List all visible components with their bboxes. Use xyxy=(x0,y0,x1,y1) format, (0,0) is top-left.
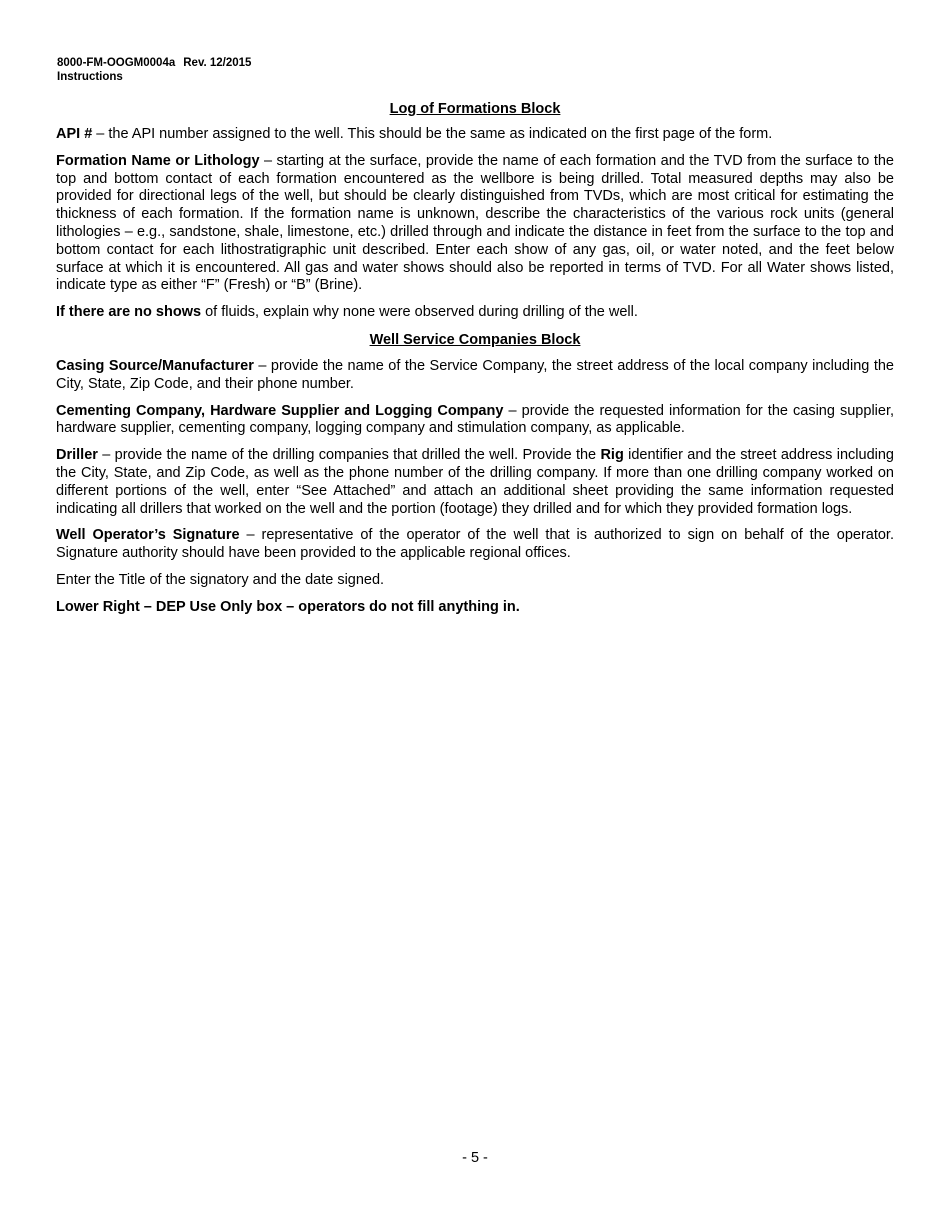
no-shows-text: of fluids, explain why none were observed during drilling of the well. xyxy=(201,304,638,321)
casing-paragraph xyxy=(56,358,894,394)
log-of-formations-heading: Log of Formations Block xyxy=(389,101,561,117)
signature-text: – representative of the operator of the well that is authorized to sign on behalf of the operator. Signature authority should have been provided to the applicable regional offices. xyxy=(56,527,894,562)
driller-paragraph xyxy=(56,447,894,518)
driller-rig-term: Rig xyxy=(600,447,624,464)
form-number: 8000-FM-OOGM0004a xyxy=(57,57,176,69)
form-revision: Rev. 12/2015 xyxy=(183,57,252,69)
casing-text: – provide the name of the Service Company, the street address of the local company including the City, State, Zip Code, and their phone number. xyxy=(56,357,894,392)
page-number: - 5 - xyxy=(462,1150,488,1166)
signature-term: Well Operator’s Signature xyxy=(56,527,240,544)
formation-text: – starting at the surface, provide the name of each formation and the TVD from the surface to the top and bottom contact of each formation encountered as the wellbore is being drilled. Total measured depths may also be provided for directional legs of the well, but should be clearly distinguished from TVDs, which are most critical for estimating the thickness of each formation. If the formation name is unknown, describe the characteristics of the various rock units (general lithologies – e.g., sandstone, shale, limestone, etc.) drilled through and indicate the distance in feet from the surface to the top and bottom contact for each lithostratigraphic unit described. Enter each show of any gas, oil, or water noted, and the feet below surface at which it is encountered. All gas and water shows should also be reported in terms of TVD. For all Water shows listed, indicate type as either “F” (Fresh) or “B” (Brine). xyxy=(56,152,894,294)
formation-term: Formation Name or Lithology xyxy=(56,152,260,169)
driller-term: Driller xyxy=(56,447,98,464)
dep-use-paragraph: Lower Right – DEP Use Only box – operators do not fill anything in. xyxy=(56,598,520,615)
api-term: API # xyxy=(56,126,93,142)
no-shows-term: If there are no shows xyxy=(56,304,202,321)
no-shows-paragraph xyxy=(56,304,894,322)
well-service-heading: Well Service Companies Block xyxy=(369,331,581,348)
document-page xyxy=(56,56,894,626)
formation-paragraph xyxy=(56,153,894,295)
form-identifier xyxy=(57,56,894,70)
casing-term: Casing Source/Manufacturer xyxy=(56,357,254,374)
title-paragraph: Enter the Title of the signatory and the date signed. xyxy=(56,571,385,588)
form-subtitle: Instructions xyxy=(57,71,123,83)
cementing-term: Cementing Company, Hardware Supplier and Logging Company xyxy=(56,402,504,419)
api-paragraph xyxy=(56,126,894,144)
cementing-text: – provide the requested information for the casing supplier, hardware supplier, cementing company, logging company and stimulation company, as applicable. xyxy=(56,402,895,437)
api-text: – the API number assigned to the well. This should be the same as indicated on the first page of the form. xyxy=(92,126,773,142)
cementing-paragraph xyxy=(56,403,894,439)
driller-text-2: identifier and the street address including the City, State, and Zip Code, as well as the phone number of the drilling company. If more than one drilling company worked on different portions of the well, enter “See Attached” and attach an additional sheet providing the same information requested indicating all drillers that worked on the well and the portion (footage) they drilled and for which they provided formation logs. xyxy=(56,447,894,517)
driller-text-1: – provide the name of the drilling companies that drilled the well. Provide the xyxy=(97,447,601,464)
signature-paragraph xyxy=(56,527,894,563)
